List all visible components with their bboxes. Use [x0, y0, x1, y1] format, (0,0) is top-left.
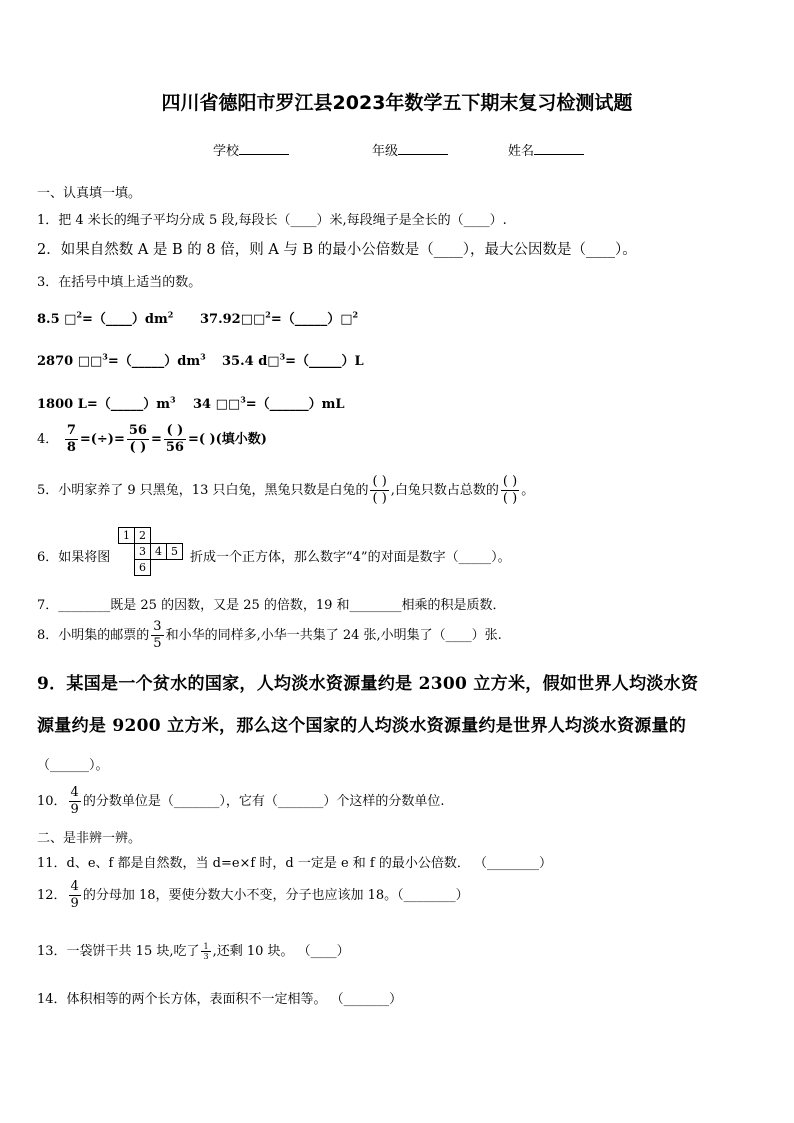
net-cell-3: 3 [134, 543, 151, 560]
question-12: 12． $\frac{4}{9}$ 的分母加 18，要使分数大小不变，分子也应该加 18。（________） [37, 879, 469, 911]
question-3: 3．在括号中填上适当的数。 [37, 275, 202, 290]
q3-row3-right: 34 □□$^3$=（______）mL [193, 394, 345, 412]
question-5: 5．小明家养了 9 只黑兔，13 只白兔，黑兔只数是白兔的 $\frac{( )}{( )}$ ,白兔只数占总数的 $\frac{( )}{( )}$ 。 [37, 474, 535, 506]
question-10: 10． $\frac{4}{9}$ 的分数单位是（_______），它有（_______）个这样的分数单位. [37, 785, 445, 817]
q5-fraction-2: $\frac{( )}{( )}$ [502, 474, 518, 506]
q3-row3-left: 1800 $L=(\_\_\_\_\_)m^3$ [37, 394, 176, 412]
q3-row2-left: 2870 $□□^3=(\_\_\_\_\_)dm^3$ [37, 351, 206, 369]
q4-fraction-3: $\frac{( )}{56}$ [165, 423, 184, 455]
question-9-line-3: （______）。 [37, 758, 109, 773]
q3-row2-right: 35.4 d□$^3$=（_____）L [222, 351, 364, 369]
school-blank [239, 142, 289, 155]
section-1-heading: 一、认真填一填。 [37, 186, 142, 201]
q10-fraction: $\frac{4}{9}$ [70, 785, 79, 817]
net-cell-1: 1 [118, 527, 135, 544]
question-9-line-2: 源量约是 9200 立方米，那么这个国家的人均淡水资源量约是世界人均淡水资源量的 [37, 716, 687, 736]
name-label: 姓名 [508, 144, 535, 159]
grade-blank [398, 142, 448, 155]
q5-fraction-1: $\frac{( )}{( )}$ [372, 474, 387, 506]
q8-fraction: $\frac{3}{5}$ [153, 619, 162, 651]
name-blank [534, 142, 584, 155]
question-6-prefix: 6．如果将图 [37, 550, 111, 565]
question-2: 2．如果自然数 A 是 B 的 8 倍，则 A 与 B 的最小公倍数是（____），最大公因数是（____）。 [37, 242, 637, 258]
question-4: 4． $\frac{7}{8}$ =(÷)= $\frac{56}{( )}$ = $\frac{( )}{56}$ =( )(填小数) [37, 423, 267, 455]
q12-fraction: $\frac{4}{9}$ [70, 879, 79, 911]
school-field [213, 140, 289, 159]
question-14: 14．体积相等的两个长方体，表面积不一定相等。 （_______） [37, 992, 403, 1007]
net-cell-4: 4 [150, 543, 167, 560]
name-field [508, 140, 584, 159]
net-cell-5: 5 [166, 543, 183, 560]
q4-fraction-1: $\frac{7}{8}$ [66, 423, 76, 455]
question-8: 8．小明集的邮票的 $\frac{3}{5}$ 和小华的同样多,小华一共集了 24 张,小明集了（____）张. [37, 619, 502, 651]
school-label: 学校 [213, 144, 240, 159]
section-2-heading: 二、是非辨一辨。 [37, 831, 142, 846]
q3-row1-left: 8.5 $□^2=(\_\_\_\_)dm^2$ [37, 309, 174, 327]
net-cell-6: 6 [134, 559, 151, 576]
q4-fraction-2: $\frac{56}{( )}$ [128, 423, 147, 455]
q13-fraction: $\frac{1}{3}$ [203, 942, 209, 961]
question-7: 7．________既是 25 的因数，又是 25 的倍数，19 和________相乘的积是质数． [37, 598, 506, 613]
question-11: 11．d、e、f 都是自然数，当 d=e×f 时，d 一定是 e 和 f 的最小公倍数． （________） [37, 856, 552, 871]
q3-row1-right: 37.92□□$^2$=（_____）□$^2$ [200, 309, 359, 327]
question-13: 13．一袋饼干共 15 块,吃了 $\frac{1}{3}$ ,还剩 10 块。 （____） [37, 942, 350, 961]
grade-label: 年级 [372, 144, 399, 159]
page-title: 四川省德阳市罗江县2023年数学五下期末复习检测试题 [161, 92, 633, 114]
grade-field [372, 140, 448, 159]
net-cell-2: 2 [134, 527, 151, 544]
question-1: 1．把 4 米长的绳子平均分成 5 段,每段长（____）米,每段绳子是全长的（____）. [37, 213, 507, 228]
question-9-line-1: 9．某国是一个贫水的国家，人均淡水资源量约是 2300 立方米，假如世界人均淡水资 [37, 674, 699, 694]
question-6-suffix: 折成一个正方体，那么数字“4”的对面是数字（_____）。 [190, 550, 511, 565]
